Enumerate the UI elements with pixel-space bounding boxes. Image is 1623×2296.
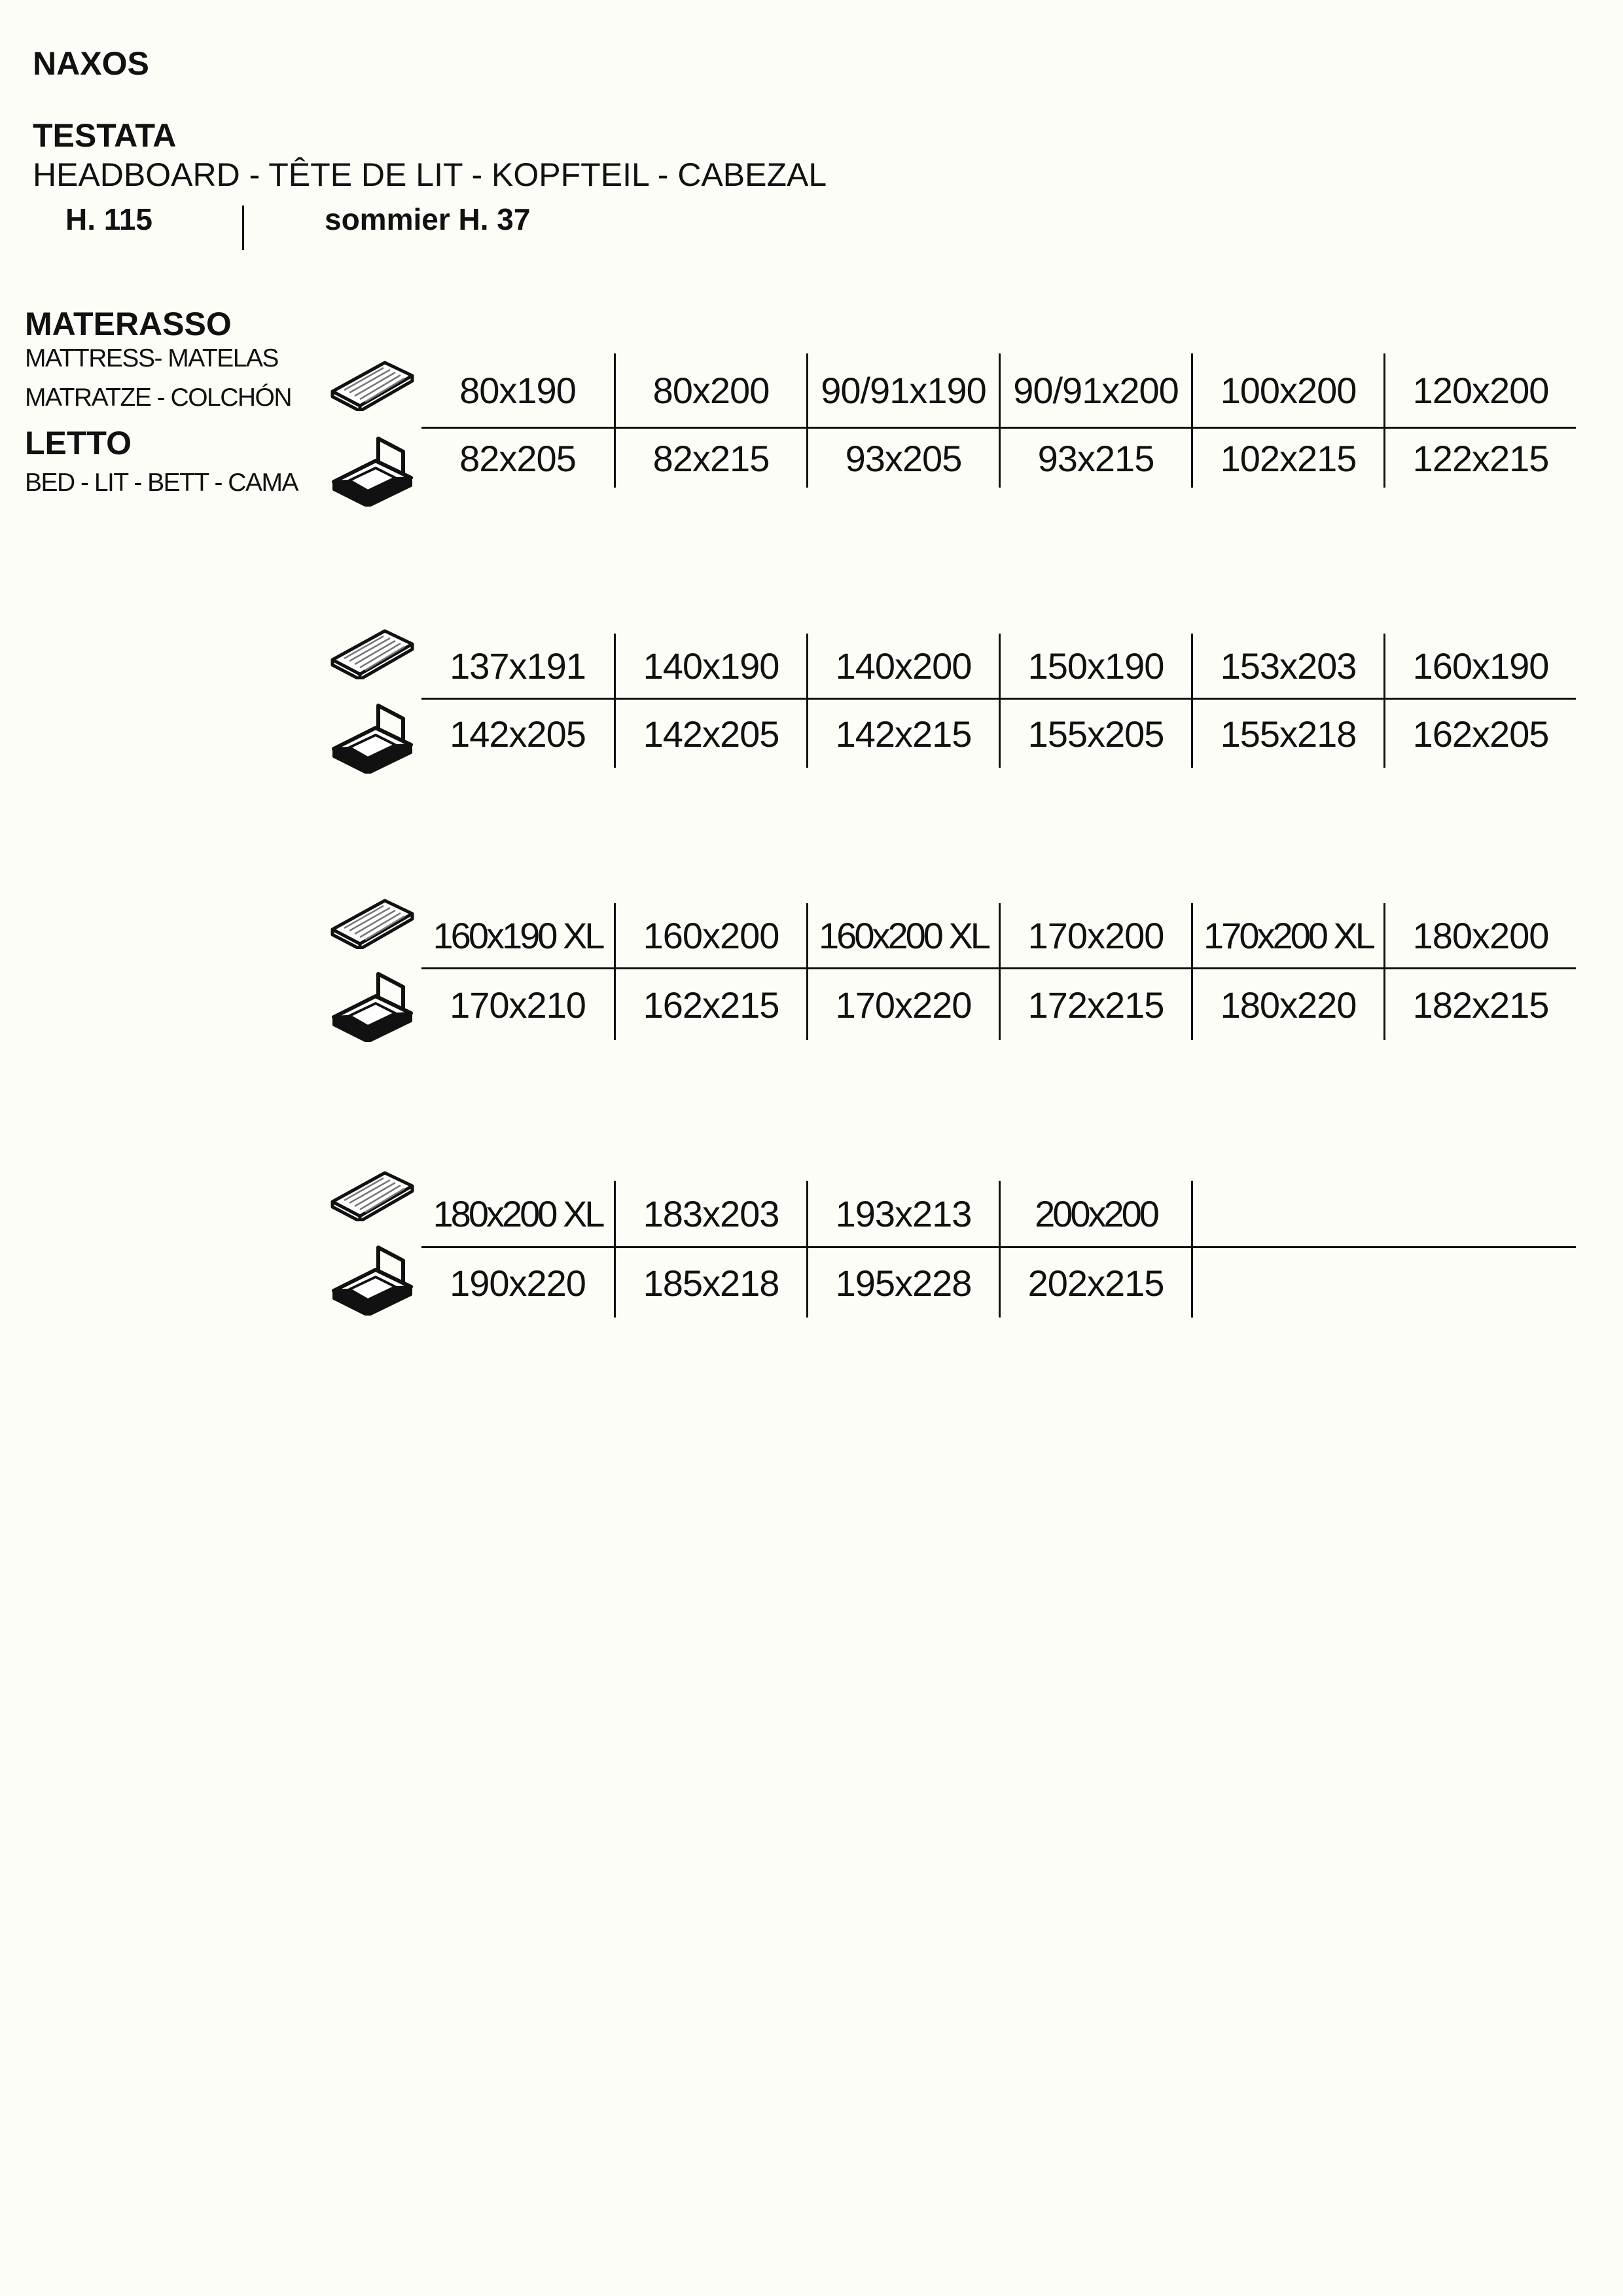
- mattress-size-cell: 170x200: [999, 903, 1191, 967]
- mattress-size-cell: 180x200 XL: [433, 1193, 603, 1234]
- bed-size-cell: 93x205: [806, 429, 999, 488]
- bed-frame-icon: [330, 435, 415, 507]
- product-name: NAXOS: [33, 45, 149, 82]
- mattress-size-cell: 100x200: [1191, 353, 1383, 427]
- mattress-size-cell: 200x200: [999, 1181, 1191, 1246]
- bed-size-cell: [1191, 1248, 1383, 1318]
- bed-size-cell: 155x218: [1191, 700, 1383, 768]
- bed-size-cell: 185x218: [614, 1248, 806, 1318]
- bed-size-cell: 180x220: [1191, 969, 1383, 1040]
- bed-size-cell: 190x220: [450, 1262, 586, 1304]
- bed-size-cell: 82x205: [459, 437, 576, 479]
- mattress-size-cell: 193x213: [806, 1181, 999, 1246]
- mattress-size-cell: 80x200: [614, 353, 806, 427]
- mattress-size-cell: 170x200 XL: [1191, 903, 1383, 967]
- bed-size-cell: 202x215: [999, 1248, 1191, 1318]
- mattress-size-cell: 150x190: [999, 634, 1191, 698]
- size-group-3-bed-row: [421, 969, 1576, 1040]
- bed-size-cell: 93x215: [999, 429, 1191, 488]
- bed-size-cell: 162x215: [614, 969, 806, 1040]
- headboard-title: TESTATA: [33, 117, 177, 154]
- mattress-size-cell: 120x200: [1383, 353, 1576, 427]
- mattress-size-cell: [1383, 1181, 1576, 1246]
- mattress-size-cell: 160x200: [614, 903, 806, 967]
- mattress-size-cell: [1191, 1181, 1383, 1246]
- size-group-4-mattress-row: [421, 1181, 1576, 1246]
- bed-size-cell: 182x215: [1383, 969, 1576, 1040]
- bed-size-cell: 82x215: [614, 429, 806, 488]
- mattress-title: MATERASSO: [25, 306, 232, 342]
- bed-size-cell: 162x205: [1383, 700, 1576, 768]
- bed-frame-icon: [330, 970, 415, 1042]
- bed-title: LETTO: [25, 425, 132, 461]
- sommier-height: sommier H. 37: [325, 202, 531, 236]
- bed-size-cell: 102x215: [1191, 429, 1383, 488]
- bed-size-cell: 142x205: [450, 713, 586, 755]
- mattress-size-cell: 140x200: [806, 634, 999, 698]
- height-divider: [242, 206, 244, 250]
- bed-size-cell: 170x210: [450, 984, 586, 1026]
- bed-size-cell: 170x220: [806, 969, 999, 1040]
- mattress-translations-line1: MATTRESS- MATELAS: [25, 344, 278, 372]
- mattress-translations-line2: MATRATZE - COLCHÓN: [25, 384, 292, 412]
- bed-size-cell: 142x205: [614, 700, 806, 768]
- bed-size-cell: 195x228: [806, 1248, 999, 1318]
- bed-size-cell: 172x215: [999, 969, 1191, 1040]
- bed-size-cell: 142x215: [806, 700, 999, 768]
- mattress-size-cell: 153x203: [1191, 634, 1383, 698]
- mattress-size-cell: 140x190: [614, 634, 806, 698]
- headboard-translations: HEADBOARD - TÊTE DE LIT - KOPFTEIL - CABEZAL: [33, 156, 827, 193]
- mattress-size-cell: 180x200: [1383, 903, 1576, 967]
- mattress-size-cell: 80x190: [459, 369, 576, 411]
- bed-size-cell: [1383, 1248, 1576, 1318]
- mattress-size-cell: 137x191: [450, 645, 586, 687]
- bed-size-cell: 122x215: [1383, 429, 1576, 488]
- bed-translations: BED - LIT - BETT - CAMA: [25, 469, 298, 497]
- mattress-size-cell: 160x200 XL: [806, 903, 999, 967]
- mattress-size-cell: 160x190: [1383, 634, 1576, 698]
- mattress-size-cell: 90/91x200: [999, 353, 1191, 427]
- size-group-1-mattress-row: [421, 353, 1576, 427]
- mattress-size-cell: 160x190 XL: [433, 914, 603, 956]
- size-group-1-bed-row: [421, 429, 1576, 488]
- headboard-height: H. 115: [65, 202, 152, 236]
- mattress-size-cell: 183x203: [614, 1181, 806, 1246]
- bed-frame-icon: [330, 1244, 415, 1316]
- mattress-icon: [330, 359, 415, 411]
- mattress-icon: [330, 1169, 415, 1221]
- size-group-3-mattress-row: [421, 903, 1576, 967]
- mattress-icon: [330, 627, 415, 679]
- size-group-4-bed-row: [421, 1248, 1576, 1318]
- mattress-size-cell: 90/91x190: [806, 353, 999, 427]
- bed-size-cell: 155x205: [999, 700, 1191, 768]
- size-group-2-bed-row: [421, 700, 1576, 768]
- mattress-icon: [330, 897, 415, 949]
- bed-frame-icon: [330, 702, 415, 774]
- size-group-2-mattress-row: [421, 634, 1576, 698]
